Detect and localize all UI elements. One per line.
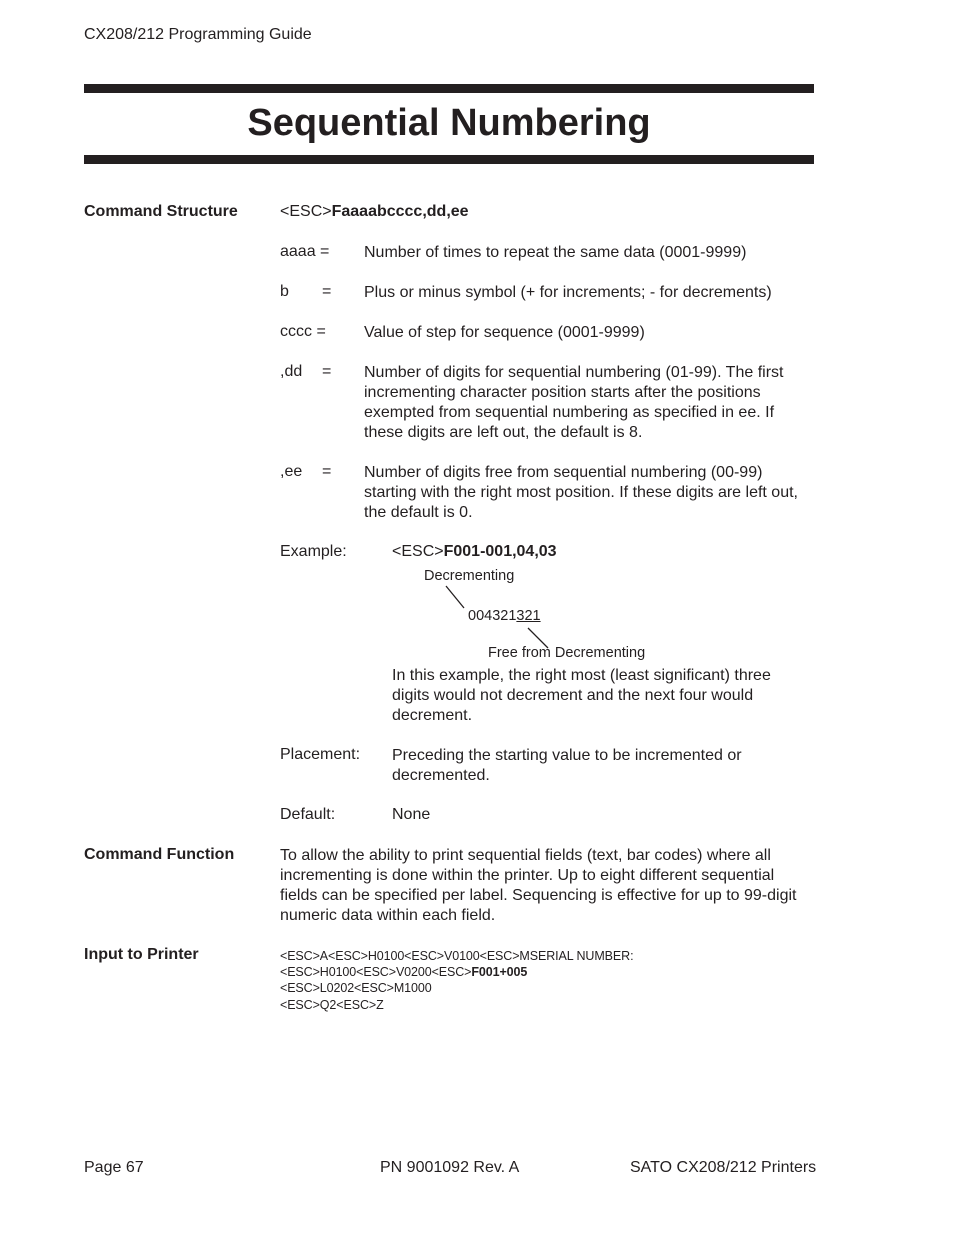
- input-line-4: <ESC>Q2<ESC>Z: [280, 998, 384, 1012]
- param-name: ,dd: [280, 363, 303, 380]
- example-label: Example:: [280, 543, 347, 560]
- diagram-label-free: Free from Decrementing: [488, 645, 646, 661]
- example-code: F001-001,04,03: [443, 543, 557, 560]
- diagram-number: [468, 608, 541, 624]
- param-name: aaaa =: [280, 243, 330, 260]
- param-desc: Number of times to repeat the same data (0001-9999): [364, 244, 747, 261]
- param-name: b: [280, 283, 289, 300]
- default-label: Default:: [280, 806, 336, 823]
- section-label-input-to-printer: Input to Printer: [84, 946, 199, 963]
- param-name: ,ee: [280, 463, 303, 480]
- input-line-2-command: F001+005: [471, 965, 528, 979]
- footer-part-number: PN 9001092 Rev. A: [380, 1159, 520, 1176]
- running-header: CX208/212 Programming Guide: [84, 26, 312, 43]
- command-prefix: <ESC>: [280, 203, 332, 220]
- input-line-2: [280, 964, 527, 980]
- example-syntax: [392, 543, 557, 561]
- input-line-2-prefix: <ESC>H0100<ESC>V0200<ESC>: [280, 965, 472, 979]
- param-name: cccc =: [280, 323, 326, 340]
- command-syntax: [280, 203, 469, 221]
- command-code: Faaaabcccc,dd,ee: [331, 203, 469, 220]
- param-desc: Number of digits free from sequential numbering (00-99) starting with the right most position. If these digits are left out, the default is 0.: [364, 464, 798, 521]
- section-label-command-structure: Command Structure: [84, 203, 238, 220]
- example-prefix: <ESC>: [392, 543, 444, 560]
- page-title: Sequential Numbering: [247, 102, 651, 144]
- placement-label: Placement:: [280, 746, 361, 763]
- footer-page-number: Page 67: [84, 1159, 144, 1176]
- param-equals: =: [322, 463, 332, 480]
- title-rule-bottom: [84, 155, 814, 164]
- param-desc: Number of digits for sequential numbering (01-99). The first incrementing character position starts after the positions exempted from sequential numbering as specified in ee. If these digits are left out, the default is 8.: [364, 364, 784, 441]
- diagram-number-decrementing: 004321: [468, 608, 517, 624]
- default-value: None: [392, 806, 431, 823]
- diagram-label-decrementing: Decrementing: [424, 568, 515, 584]
- param-equals: =: [322, 363, 332, 380]
- input-line-3: <ESC>L0202<ESC>M1000: [280, 981, 432, 995]
- footer-product: SATO CX208/212 Printers: [630, 1159, 817, 1176]
- title-rule-top: [84, 84, 814, 93]
- placement-text: Preceding the starting value to be incremented or decremented.: [392, 747, 742, 784]
- input-line-1: <ESC>A<ESC>H0100<ESC>V0100<ESC>MSERIAL NUMBER:: [280, 949, 634, 963]
- section-label-command-function: Command Function: [84, 846, 235, 863]
- param-desc: Plus or minus symbol (+ for increments; - for decrements): [364, 284, 772, 301]
- example-explanation: In this example, the right most (least significant) three digits would not decrement and the next four would decrement.: [392, 667, 771, 724]
- param-desc: Value of step for sequence (0001-9999): [364, 324, 645, 341]
- diagram-number-free: 321: [516, 608, 541, 624]
- command-function-text: To allow the ability to print sequential fields (text, bar codes) where all incrementing is done within the printer. Up to eight different sequential fields can be specified per label. Sequencing is effective for up to 99-digit numeric data within each field.: [280, 847, 797, 924]
- param-equals: =: [322, 283, 332, 300]
- arrow-to-decrementing: [446, 586, 464, 608]
